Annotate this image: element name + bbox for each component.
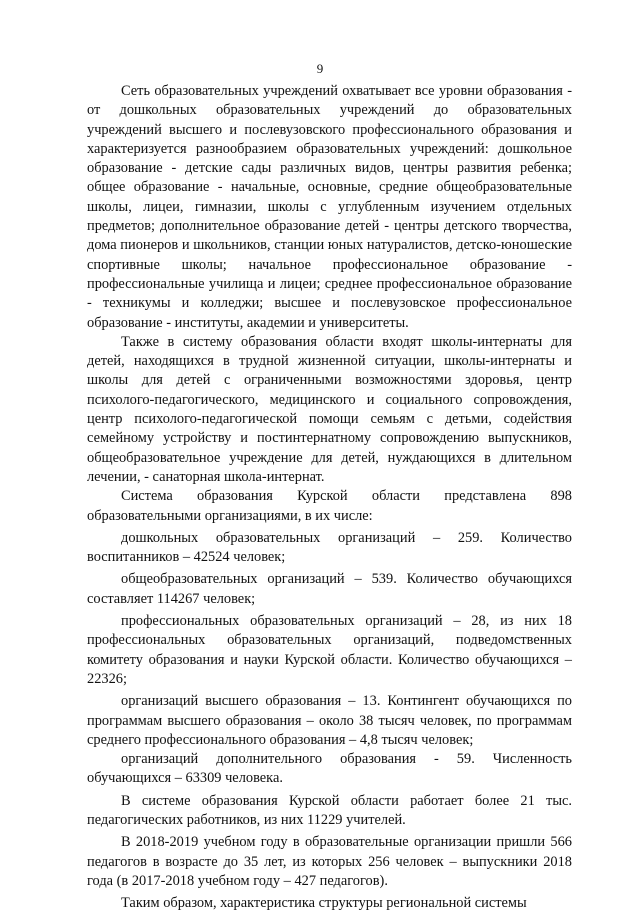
paragraph-young-teachers: В 2018-2019 учебном году в образовательные организации пришли 566 педагогов в возрасте до 35 лет, из которых 256 человек – выпускники 2018 года (в 2017-2018 учебном году – 427 педагогов). xyxy=(87,834,572,889)
paragraph-higher-education: организаций высшего образования – 13. Контингент обучающихся по программам высшего образования – около 38 тысяч человек, по программам среднего профессионального образования – 4,8 тысяч человек; xyxy=(87,693,572,748)
paragraph-boarding-schools: Также в систему образования области входят школы-интернаты для детей, находящихся в трудной жизненной ситуации, школы-интернаты и школы для детей с ограниченными возможностями здоровья, центр психолого-педагогического, медицинского и социального сопровождения, центр психолого-педагогической помощи семьям с детьми, содействия семейному устройству и постинтернатному сопровождению выпускников, общеобразовательное учреждение для детей, нуждающихся в длительном лечении, - санаторная школа-интернат. xyxy=(87,333,572,485)
page-number: 9 xyxy=(316,61,324,76)
paragraph-additional-education: организаций дополнительного образования - 59. Численность обучающихся – 63309 человека. xyxy=(87,751,572,787)
paragraph-teachers: В системе образования Курской области работает более 21 тыс. педагогических работников, из них 11229 учителей. xyxy=(87,792,572,828)
document-body xyxy=(87,82,572,913)
paragraph-general-education: общеобразовательных организаций – 539. Количество обучающихся составляет 114267 человек; xyxy=(87,571,572,607)
paragraph-conclusion: Таким образом, характеристика структуры региональной системы xyxy=(121,895,527,912)
paragraph-education-network: Сеть образовательных учреждений охватывает все уровни образования - от дошкольных образовательных учреждений до образовательных учреждений высшего и послевузовского профессионального образования и характеризуется разнообразием образовательных учреждений: дошкольное образование - детские сады различных видов, центры развития ребенка; общее образование - начальные, основные, средние общеобразовательные школы, лицеи, гимназии, школы с углубленным изучением отдельных предметов; дополнительное образование детей - центры детского творчества, дома пионеров и школьников, станции юных натуралистов, детско-юношеские спортивные школы; начальное профессиональное образование - профессиональные училища и лицеи; среднее профессиональное образование - техникумы и колледжи; высшее и послевузовское профессиональное образование - институты, академии и университеты. xyxy=(87,83,572,331)
paragraph-professional: профессиональных образовательных организаций – 28, из них 18 профессиональных образовательных организаций, подведомственных комитету образования и науки Курской области. Количество обучающихся – 22326; xyxy=(87,613,572,687)
paragraph-preschool: дошкольных образовательных организаций – 259. Количество воспитанников – 42524 человек; xyxy=(87,529,572,566)
paragraph-system-overview: Система образования Курской области представлена 898 образовательными организациями, в их числе: xyxy=(87,488,572,524)
